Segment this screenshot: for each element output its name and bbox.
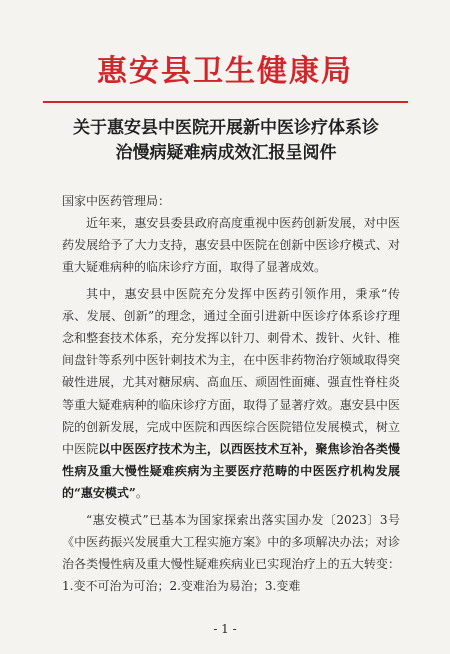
page-number: - 1 - <box>213 622 237 636</box>
addressee: 国家中医药管理局： <box>62 194 171 208</box>
red-divider-line <box>43 101 408 103</box>
paragraph-2 <box>62 283 400 505</box>
title-line-1: 关于惠安县中医院开展新中医诊疗体系诊 <box>73 118 379 138</box>
paragraph-3: “惠安模式”已基本为国家探索出落实国办发〔2023〕3号《中医药振兴发展重大工程实施方案》中的多项解决办法；对诊治各类慢性病及重大慢性疑难疾病业已实现治疗上的五大转变：1.变不可治为可治；2.变难治为易治；3.变难 <box>62 512 400 594</box>
document-title <box>40 116 412 166</box>
title-line-2: 治慢病疑难病成效汇报呈阅件 <box>115 143 337 163</box>
organization-header: 惠安县卫生健康局 <box>97 54 353 89</box>
paragraph-2-text: 其中，惠安县中医院充分发挥中医药引领作用，秉承“传承、发展、创新”的理念，通过全面引进新中医诊疗体系诊疗理念和整套技术体系，充分发挥以针刀、刺骨术、拨针、火针、椎间盘针等系列中医针刺技术为主，在中医非药物治疗领域取得突破性进展，尤其对糖尿病、高血压、顽固性面瘫、强直性脊柱炎等重大疑难病种的临床诊疗方面，取得了显著疗效。惠安县中医院的创新发展，完成中医院和西医综合医院错位发展模式，树立中医院 <box>62 286 400 457</box>
paragraph-1: 近年来，惠安县委县政府高度重视中医药创新发展，对中医药发展给予了大力支持，惠安县中医院在创新中医诊疗模式、对重大疑难病种的临床诊疗方面，取得了显著成效。 <box>62 216 400 275</box>
paragraph-2-tail: 。 <box>135 486 148 501</box>
emphasized-text: 以中医医疗技术为主，以西医技术互补，聚焦诊治各类慢性病及重大慢性疑难疾病为主要医疗范畴的中医医疗机构发展的“惠安模式” <box>62 442 400 501</box>
document-body <box>62 212 400 597</box>
